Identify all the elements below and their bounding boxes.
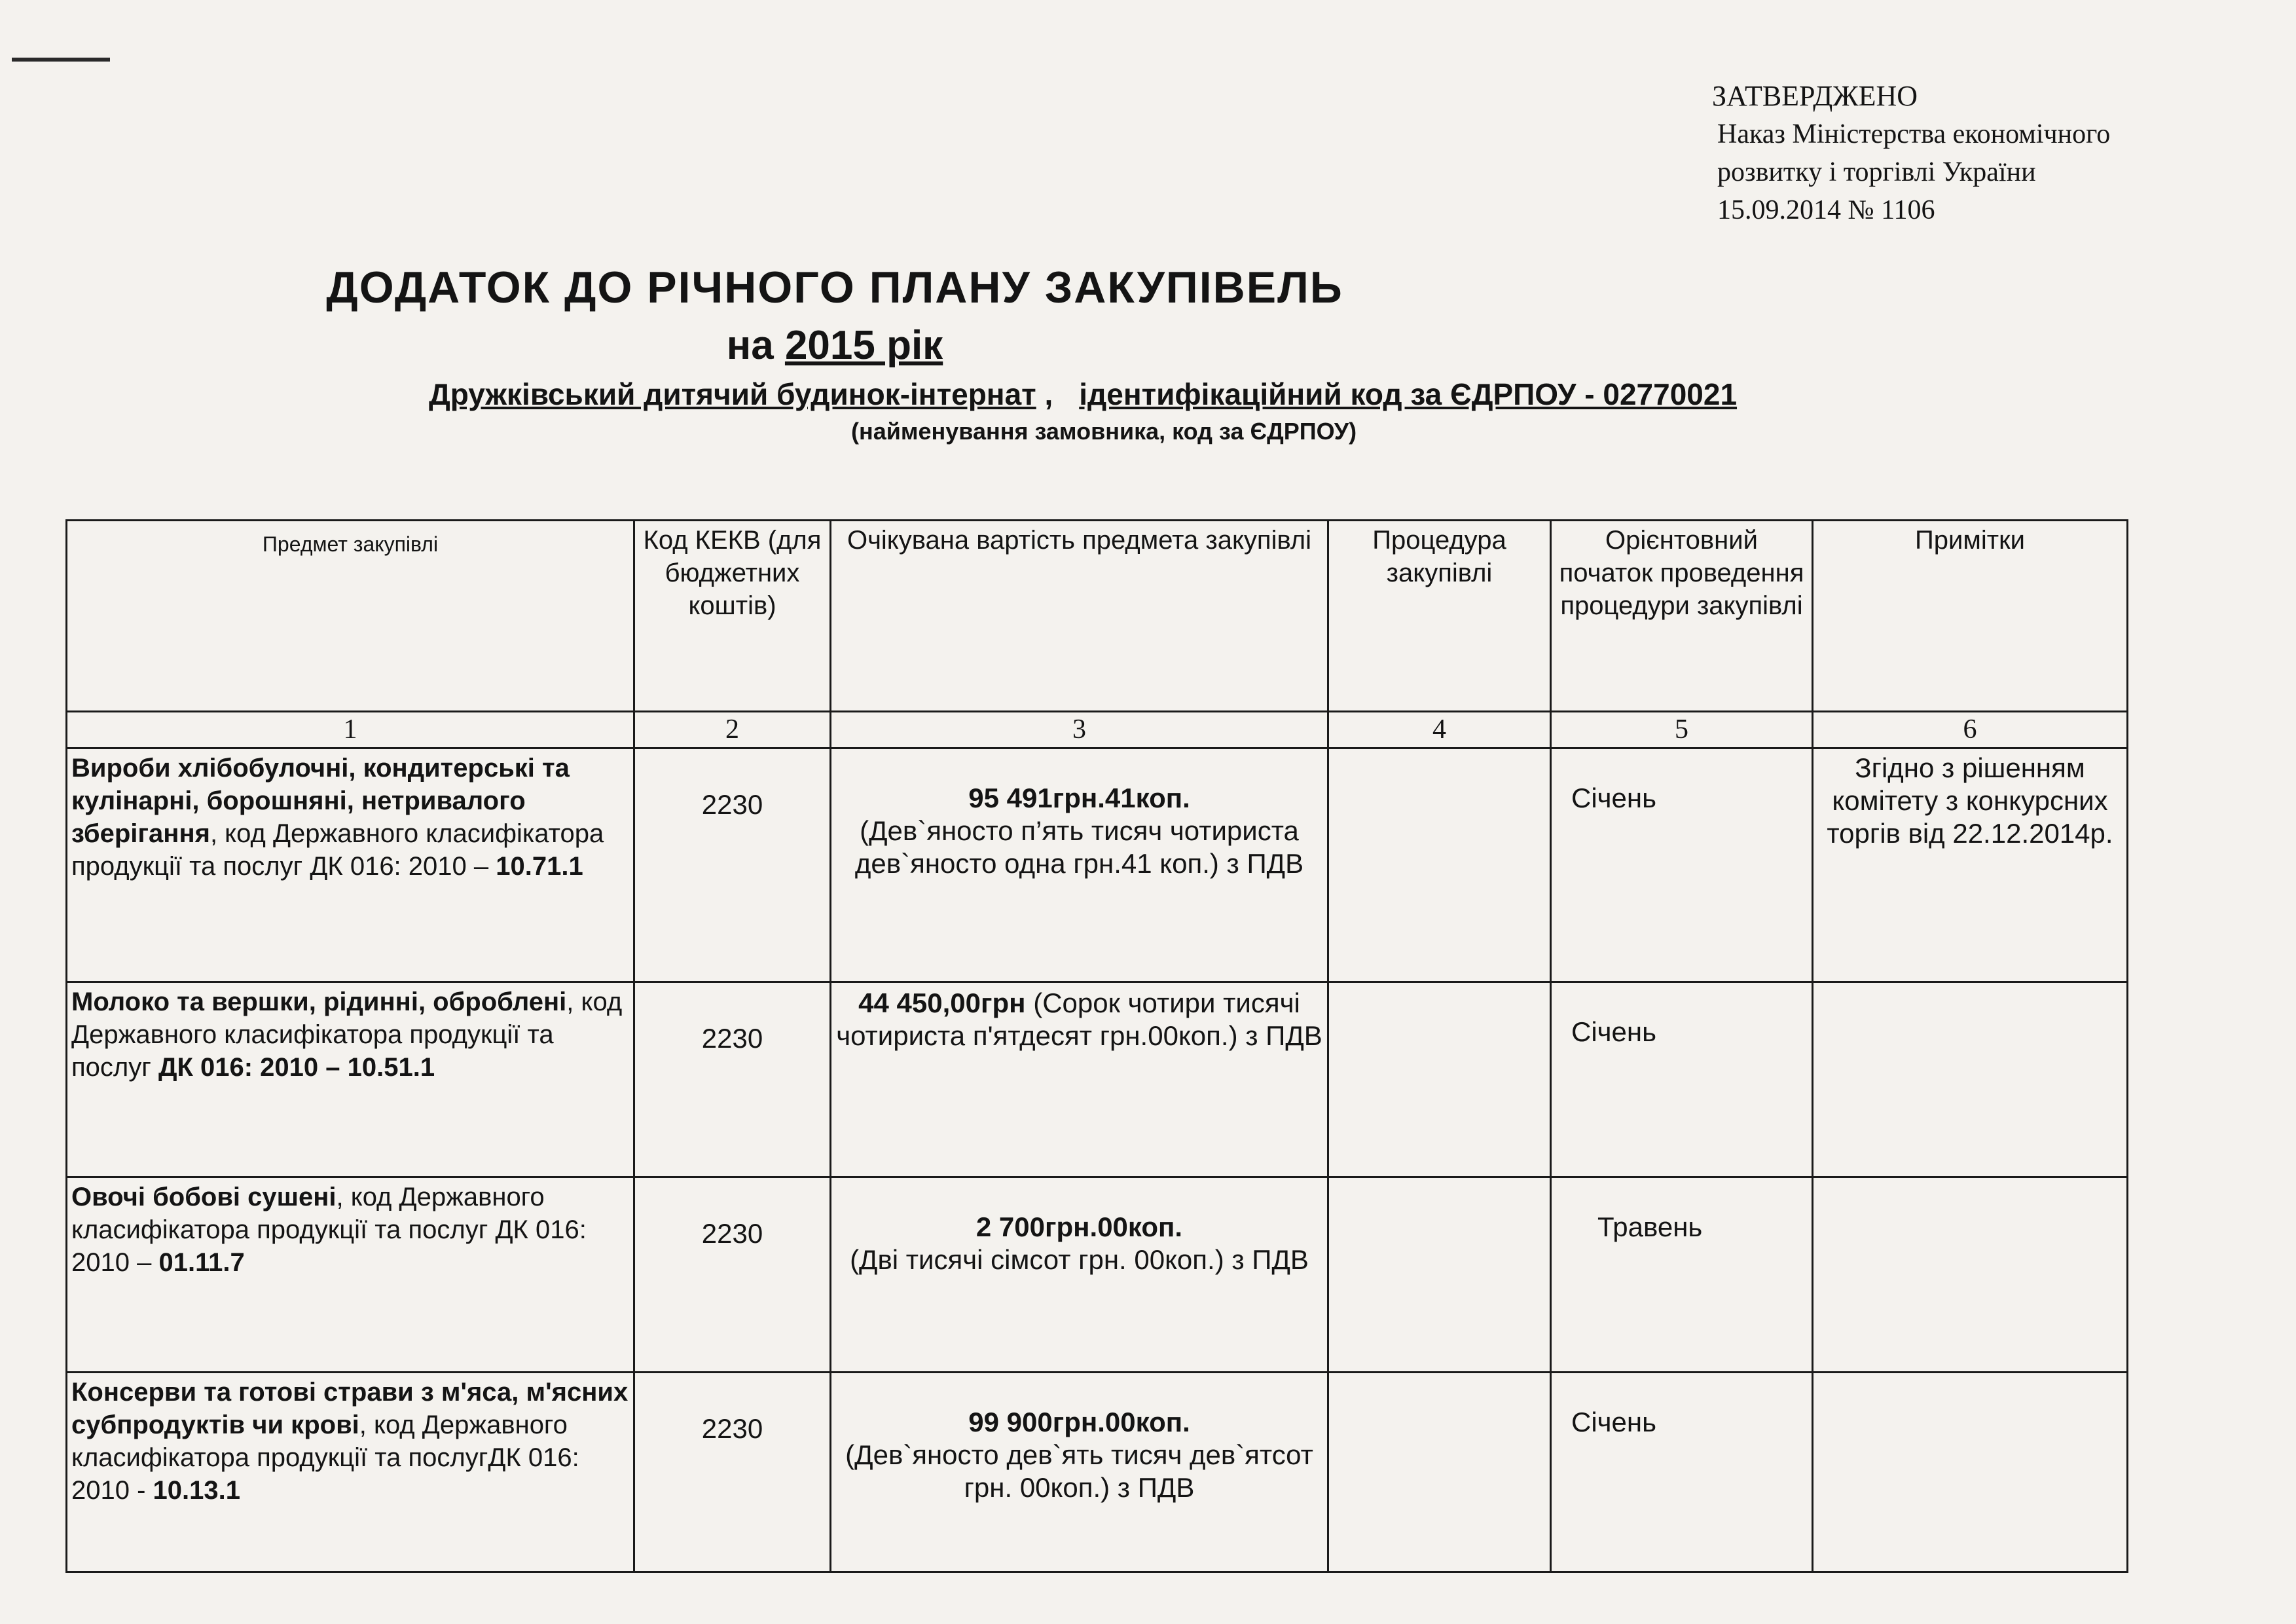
customer-name: Дружківський дитячий будинок-інтернат	[429, 377, 1036, 411]
approval-head: ЗАТВЕРДЖЕНО	[1712, 80, 1918, 112]
item-kekv: 2230	[634, 1177, 831, 1373]
column-number: 1	[67, 712, 634, 748]
customer-caption: (найменування замовника, код за ЄДРПОУ)	[851, 418, 1357, 445]
table-row	[67, 1373, 2128, 1572]
item-name: Овочі бобові сушені	[71, 1183, 337, 1211]
column-number: 5	[1551, 712, 1813, 748]
item-classifier: , код Державного класифікатора продукції та послугДК 016: 2010 -	[71, 1411, 579, 1505]
item-code: 10.13.1	[153, 1476, 240, 1505]
item-kekv: 2230	[634, 1373, 831, 1572]
table-header-row	[67, 521, 2128, 712]
item-start-month: Січень	[1551, 1373, 1813, 1572]
item-amount: 99 900грн.00коп.	[968, 1407, 1190, 1437]
item-note	[1813, 1373, 2128, 1572]
approval-line-1: Наказ Міністерства економічного	[1717, 119, 2111, 149]
item-cost	[831, 982, 1328, 1177]
item-cost	[831, 1177, 1328, 1373]
item-start-month: Січень	[1551, 748, 1813, 982]
header-procedure: Процедура закупівлі	[1328, 521, 1551, 712]
table-row	[67, 1177, 2128, 1373]
column-number: 3	[831, 712, 1328, 748]
year-value: 2015 рік	[784, 323, 943, 368]
item-procedure	[1328, 1177, 1551, 1373]
customer-comma: ,	[1036, 377, 1053, 411]
item-classifier: , код Державного класифікатора продукції та послуг	[71, 987, 623, 1082]
approval-line-2: розвитку і торгівлі України	[1717, 157, 2036, 187]
item-name: Вироби хлібобулочні, кондитерські та кулінарні, борошняні, нетривалого зберігання	[71, 754, 570, 848]
document-year-line	[65, 322, 1604, 369]
item-procedure	[1328, 982, 1551, 1177]
header-kekv: Код КЕКВ (для бюджетних коштів)	[634, 521, 831, 712]
column-number: 4	[1328, 712, 1551, 748]
item-description	[67, 1373, 634, 1572]
item-note	[1813, 1177, 2128, 1373]
item-procedure	[1328, 1373, 1551, 1572]
table-row	[67, 982, 2128, 1177]
item-note: Згідно з рішенням комітету з конкурсних торгів від 22.12.2014р.	[1813, 748, 2128, 982]
item-description	[67, 982, 634, 1177]
approval-line-3: 15.09.2014 № 1106	[1717, 195, 1935, 225]
item-name: Молоко та вершки, рідинні, оброблені	[71, 987, 567, 1016]
column-number: 2	[634, 712, 831, 748]
year-prefix: на	[726, 323, 785, 368]
item-amount-words: (Дві тисячі сімсот грн. 00коп.) з ПДВ	[850, 1244, 1309, 1275]
item-amount: 95 491грн.41коп.	[968, 783, 1190, 813]
item-classifier: , код Державного класифікатора продукції та послуг ДК 016: 2010 –	[71, 819, 604, 881]
approval-stamp	[1712, 77, 2110, 229]
item-amount-words: (Дев`яносто п’ять тисяч чотириста дев`яносто одна грн.41 коп.) з ПДВ	[854, 815, 1304, 879]
item-note	[1813, 982, 2128, 1177]
header-subject: Предмет закупівлі	[67, 521, 634, 712]
column-number-row	[67, 712, 2128, 748]
item-code: 10.71.1	[496, 852, 583, 881]
item-description	[67, 1177, 634, 1373]
item-classifier: , код Державного класифікатора продукції та послуг ДК 016: 2010 –	[71, 1183, 587, 1277]
item-cost	[831, 1373, 1328, 1572]
item-amount-words: (Сорок чотири тисячі чотириста п'ятдесят грн.00коп.) з ПДВ	[836, 987, 1322, 1051]
customer-line	[429, 377, 1737, 412]
procurement-table	[65, 519, 2128, 1573]
header-cost: Очікувана вартість предмета закупівлі	[831, 521, 1328, 712]
item-kekv: 2230	[634, 982, 831, 1177]
item-kekv: 2230	[634, 748, 831, 982]
item-code: ДК 016: 2010 – 10.51.1	[158, 1053, 435, 1082]
item-description	[67, 748, 634, 982]
table-row	[67, 748, 2128, 982]
scan-mark	[12, 58, 110, 62]
item-amount-words: (Дев`яносто дев`ять тисяч дев`ятсот грн. 00коп.) з ПДВ	[845, 1439, 1313, 1503]
header-notes: Примітки	[1813, 521, 2128, 712]
header-start: Орієнтовний початок проведення процедури закупівлі	[1551, 521, 1813, 712]
item-code: 01.11.7	[158, 1248, 245, 1277]
item-name: Консерви та готові страви з м'яса, м'ясних субпродуктів чи крові	[71, 1378, 629, 1439]
item-cost	[831, 748, 1328, 982]
document-title: ДОДАТОК ДО РІЧНОГО ПЛАНУ ЗАКУПІВЕЛЬ	[326, 263, 1343, 312]
item-amount: 44 450,00грн	[858, 987, 1026, 1018]
item-start-month: Травень	[1551, 1177, 1813, 1373]
item-amount: 2 700грн.00коп.	[975, 1211, 1183, 1242]
column-number: 6	[1813, 712, 2128, 748]
item-start-month: Січень	[1551, 982, 1813, 1177]
item-procedure	[1328, 748, 1551, 982]
customer-code: ідентифікаційний код за ЄДРПОУ - 02770021	[1079, 377, 1738, 411]
